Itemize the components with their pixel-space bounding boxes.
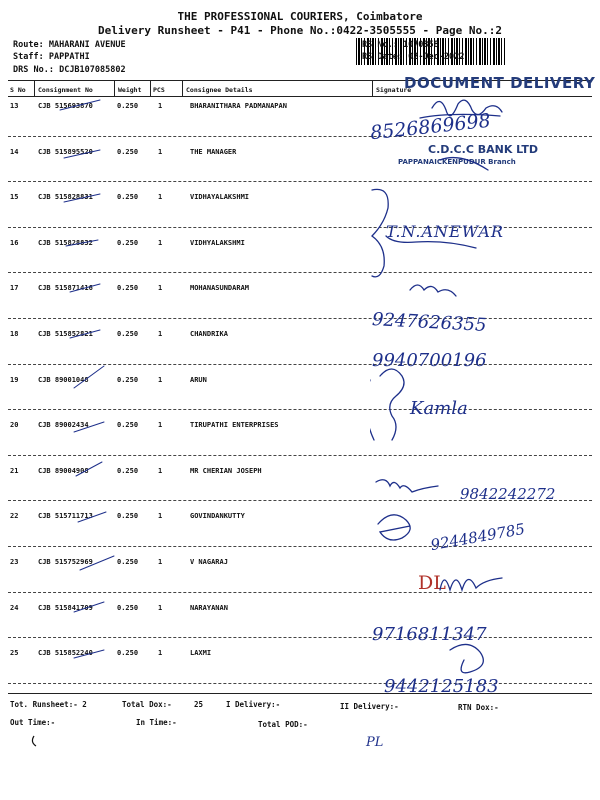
handwritten-phone-17: 9247626355 [371,309,488,336]
tick-stroke [80,556,114,570]
row-consignee: THE MANAGER [190,147,237,156]
row-weight: 0.250 [117,512,139,521]
handwritten-initials: PL [366,735,384,750]
rs-no-line [362,40,439,50]
row-consignee: GOVINDANKUTTY [190,512,245,521]
row-consignee: NARAYANAN [190,603,228,612]
signature-stroke [420,114,500,118]
row-weight: 0.250 [117,466,139,475]
brace-stroke [372,189,388,277]
row-pcs: 1 [158,421,163,430]
signature-stroke [440,158,488,170]
col-weight: Weight [118,86,142,94]
col-divider [182,80,183,96]
handwritten-name-19: Kamla [410,398,468,419]
signature-stroke [432,100,502,116]
signature-stroke [378,515,410,540]
row-pcs: 1 [158,375,163,384]
total-pod: Total POD:- [258,720,308,729]
rs-no-value: 1070858 [402,40,439,50]
rtn-dox: RTN Dox:- [458,703,499,712]
row-weight: 0.250 [117,421,139,430]
route-value: MAHARANI AVENUE [48,40,126,50]
tick-stroke [70,284,100,292]
row-consignment: CJB 89002434 [38,421,89,430]
rs-date-label: RS Date: [362,52,403,62]
row-consignment: CJB 515871416 [38,284,93,293]
signature-scribbles [370,90,595,730]
row-consignee: LAXMI [190,649,212,658]
row-weight: 0.250 [117,238,139,247]
handwritten-phone-22: 9244849785 [429,519,527,555]
document-delivery-stamp: DOCUMENT DELIVERY [404,74,596,92]
handwritten-phone-25: 9442125183 [384,676,499,697]
row-sno: 17 [10,284,19,293]
row-pcs: 1 [158,466,163,475]
signature-stroke [376,480,438,492]
row-sno: 22 [10,512,19,521]
tick-stroke [78,512,106,522]
col-divider [150,80,151,96]
row-pcs: 1 [158,284,163,293]
row-consignment: CJB 515828832 [38,238,93,247]
in-time: In Time:- [136,718,177,727]
row-pcs: 1 [158,238,163,247]
out-time: Out Time:- [10,718,56,727]
tick-stroke [64,194,100,202]
row-consignee: VIDHAYALAKSHMI [190,193,250,202]
tick-stroke [74,650,104,658]
tick-stroke [70,330,100,338]
branch-stamp: PAPPANAICKENPUDUR Branch [398,158,516,166]
row-sno: 13 [10,102,19,110]
drs-value: DCJB107085802 [59,65,126,75]
handwritten-phone-21: 9842242272 [460,485,556,503]
row-pcs: 1 [158,147,163,156]
row-weight: 0.250 [117,649,139,658]
rs-date-value: 02-Dec-2022 [408,52,465,62]
drs-label: DRS No.: [13,65,54,75]
route-label: Route: [13,40,44,50]
signature-stroke [450,644,483,672]
col-divider [114,80,115,96]
row-sno: 21 [10,466,19,475]
total-dox-value: 25 [194,700,204,709]
row-weight: 0.250 [117,558,139,566]
handwritten-name-16: T.N.ANEWAR [386,222,504,241]
col-signature: Signature [376,86,412,94]
row-consignee: VIDHYALAKSHMI [190,238,245,247]
col-divider [34,80,35,96]
handwritten-phone-24: 9716811347 [372,624,487,645]
row-consignment: CJB 515693870 [38,102,93,110]
row-weight: 0.250 [117,193,139,202]
rs-date-line [362,52,464,62]
row-pcs: 1 [158,649,163,658]
row-consignment: CJB 515841709 [38,603,93,612]
row-consignment: CJB 515752969 [38,558,93,566]
row-pcs: 1 [158,603,163,612]
total-dox-label: Total Dox:- [122,700,172,709]
row-sno: 25 [10,649,19,658]
row-sno: 23 [10,558,19,566]
col-consignment: Consignment No [38,86,93,94]
row-consignee: ARUN [190,375,207,384]
row-pcs: 1 [158,193,163,202]
staff-line [13,52,90,62]
runsheet-subtitle: Delivery Runsheet - P41 - Phone No.:0422-3505555 - Page No.:2 [98,24,502,37]
i-delivery: I Delivery:- [226,700,281,709]
row-sno: 16 [10,238,19,247]
row-weight: 0.250 [117,147,139,156]
row-consignment: CJB 515852821 [38,330,93,338]
row-pcs: 1 [158,558,163,566]
row-sno: 24 [10,603,19,612]
handwritten-phone-13: 8526869698 [369,109,492,145]
row-pcs: 1 [158,512,163,521]
tick-stroke [66,240,98,246]
signature-stroke [380,369,404,440]
row-sno: 19 [10,375,19,384]
row-consignee: V NAGARAJ [190,558,228,566]
signature-stroke [440,578,502,590]
route-line [13,40,126,50]
company-title: THE PROFESSIONAL COURIERS, Coimbatore [177,10,423,23]
row-consignment: CJB 515852240 [38,649,93,658]
tick-stroke [76,462,102,476]
row-sno: 20 [10,421,19,430]
staff-label: Staff: [13,52,44,62]
col-pcs: PCS [153,86,165,94]
footer-top-rule [8,693,592,694]
row-consignee: BHARANITHARA PADMANAPAN [190,102,287,110]
row-weight: 0.250 [117,603,139,612]
staff-value: PAPPATHI [48,52,90,62]
bank-stamp: C.D.C.C BANK LTD [428,143,538,156]
tick-stroke [74,422,104,432]
row-consignment: CJB 89004908 [38,466,89,475]
row-consignment: CJB 515828831 [38,193,93,202]
row-sno: 18 [10,330,19,338]
row-weight: 0.250 [117,330,139,338]
signature-stroke [370,380,374,440]
row-consignee: MR CHERIAN JOSEPH [190,466,262,475]
row-consignment: CJB 89001048 [38,375,89,384]
row-consignee: TIRUPATHI ENTERPRISES [190,421,279,430]
tick-stroke [74,602,104,612]
tick-stroke [74,366,104,388]
row-consignee: CHANDRIKA [190,330,228,338]
drs-line [13,65,126,75]
ii-delivery: II Delivery:- [340,702,399,711]
col-sno: S No [10,86,26,94]
tick-stroke [60,100,100,110]
row-weight: 0.250 [117,284,139,293]
row-sno: 14 [10,147,19,156]
tick-stroke [64,150,100,158]
col-consignee: Consignee Details [186,86,253,94]
row-consignee: MOHANASUNDARAM [190,284,250,293]
row-pcs: 1 [158,330,163,338]
rs-no-label: RS No.: [362,40,398,50]
handwritten-dl-23: DL [418,572,446,594]
pen-mark [28,732,48,752]
row-pcs: 1 [158,102,163,110]
tick-marks [30,96,130,676]
signature-stroke [386,236,476,248]
row-weight: 0.250 [117,375,139,384]
row-sno: 15 [10,193,19,202]
row-weight: 0.250 [117,102,139,110]
row-consignment: CJB 515711713 [38,512,93,521]
signature-stroke [410,285,456,296]
row-consignment: CJB 515895520 [38,147,93,156]
tot-runsheet: Tot. Runsheet:- 2 [10,700,87,709]
handwritten-phone-18: 9940700196 [372,350,487,371]
